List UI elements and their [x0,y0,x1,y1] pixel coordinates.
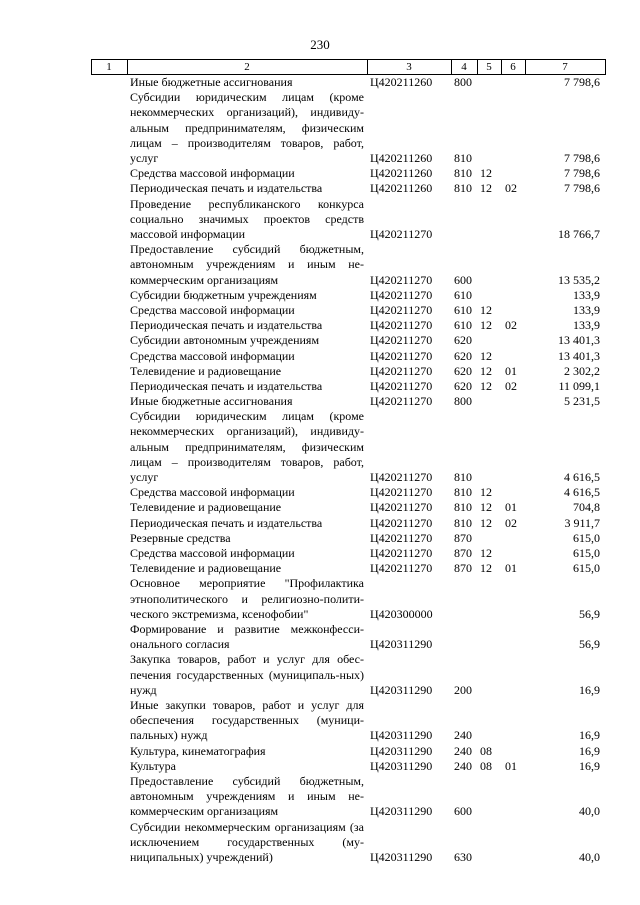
row-code: Ц420211260 [370,151,433,165]
row-pr: 01 [505,561,517,576]
table-row [91,242,606,288]
row-name: Телевидение и радиовещание [130,561,282,576]
row-vr: 810 [454,470,472,485]
header-col-6: 6 [510,61,516,73]
row-sum: 615,0 [573,546,600,560]
row-pr: 02 [505,181,517,196]
table-row [91,622,606,652]
row-code: Ц420211270 [370,485,433,500]
row-code: Ц420211270 [370,500,433,515]
table-row [91,576,606,622]
row-sum: 11 099,1 [558,378,600,393]
row-pr: 01 [505,758,517,773]
row-rz: 12 [480,546,492,560]
row-vr: 240 [454,728,472,743]
header-col-1: 1 [106,61,112,73]
row-code: Ц420211270 [370,515,433,530]
row-sum: 3 911,7 [564,515,600,530]
row-code: Ц420311290 [370,758,433,773]
row-rz: 12 [480,561,492,576]
row-sum: 7 798,6 [564,151,600,165]
row-code: Ц420311290 [370,849,433,864]
table-row [91,318,606,333]
row-vr: 630 [454,849,472,864]
row-rz: 12 [480,166,492,181]
row-name: Формирование и развитие межконфесси-онального согласия [130,621,364,652]
row-vr: 810 [454,166,472,181]
row-vr: 600 [454,804,472,819]
table-row [91,698,606,744]
table-row [91,364,606,379]
row-sum: 56,9 [579,637,600,652]
row-name: Субсидии некоммерческим организациям (за исключением государственных (му-ниципальных) учреждений) [130,819,364,864]
row-code: Ц420211270 [370,530,433,545]
row-sum: 615,0 [573,561,600,576]
row-vr: 240 [454,758,472,773]
table-row [91,744,606,759]
row-name: Периодическая печать и издательства [130,181,323,196]
row-vr: 600 [454,272,472,287]
row-sum: 56,9 [579,606,600,621]
row-code: Ц420211270 [370,318,433,333]
row-sum: 5 231,5 [564,394,600,409]
table-row [91,759,606,774]
row-sum: 7 798,6 [564,75,600,89]
row-name: Субсидии бюджетным учреждениям [130,287,317,302]
row-vr: 200 [454,682,472,697]
row-code: Ц420211270 [370,470,433,485]
row-sum: 2 302,2 [564,363,600,378]
row-sum: 4 616,5 [564,470,600,485]
row-code: Ц420211270 [370,348,433,363]
row-rz: 12 [480,348,492,363]
row-name: Средства массовой информации [130,166,295,181]
row-vr: 800 [454,394,472,409]
row-name: Закупка товаров, работ и услуг для обес-печения государственных (муниципаль-ных) нужд [130,652,364,697]
row-name: Культура, кинематография [130,743,266,758]
row-code: Ц420311290 [370,728,433,743]
row-rz: 12 [480,318,492,333]
row-sum: 615,0 [573,530,600,545]
row-pr: 01 [505,363,517,378]
row-pr: 01 [505,500,517,515]
table-row [91,546,606,561]
row-rz: 12 [480,515,492,530]
header-col-3: 3 [406,61,412,73]
table-row [91,652,606,698]
row-name: Средства массовой информации [130,348,295,363]
row-name: Резервные средства [130,530,231,545]
table-row [91,90,606,166]
table-row [91,531,606,546]
row-sum: 18 766,7 [558,226,600,241]
row-rz: 12 [480,500,492,515]
table-row [91,485,606,500]
table-row [91,409,606,485]
row-code: Ц420211270 [370,302,433,317]
table-row [91,181,606,196]
row-rz: 08 [480,743,492,758]
row-name: Субсидии юридическим лицам (кроме некоммерческих организаций), индивиду-альным предпринимателям, физическим лицам – производителям товаров, работ, услуг [130,90,364,165]
row-name: Проведение республиканского конкурса социально значимых проектов средств массовой информации [130,196,364,241]
table-row [91,349,606,364]
row-name: Культура [130,758,176,773]
row-vr: 620 [454,348,472,363]
table-row [91,394,606,409]
header-col-7: 7 [562,61,568,73]
row-vr: 620 [454,363,472,378]
row-sum: 4 616,5 [564,485,600,500]
table-row [91,303,606,318]
header-col-5: 5 [486,61,492,73]
row-code: Ц420211270 [370,333,433,348]
row-name: Средства массовой информации [130,485,295,500]
table-row [91,197,606,243]
row-sum: 7 798,6 [564,166,600,181]
row-name: Периодическая печать и издательства [130,515,323,530]
row-name: Периодическая печать и издательства [130,378,323,393]
row-sum: 40,0 [579,849,600,864]
row-code: Ц420311290 [370,804,433,819]
table-row [91,820,606,866]
row-sum: 133,9 [573,318,600,333]
table-row [91,774,606,820]
row-rz: 12 [480,485,492,500]
row-sum: 13 401,3 [558,348,600,363]
row-pr: 02 [505,378,517,393]
row-sum: 13 535,2 [558,272,600,287]
row-vr: 800 [454,75,472,89]
row-name: Субсидии юридическим лицам (кроме некоммерческих организаций), индивиду-альным предпринимателям, физическим лицам – производителям товаров, работ, услуг [130,409,364,485]
table-row [91,333,606,348]
row-vr: 610 [454,287,472,302]
row-name: Основное мероприятие "Профилактика этнополитического и религиозно-полити-ческого экстремизма, ксенофобии" [130,576,364,621]
row-sum: 13 401,3 [558,333,600,348]
row-vr: 870 [454,561,472,576]
row-pr: 02 [505,318,517,333]
row-vr: 810 [454,485,472,500]
row-name: Средства массовой информации [130,546,295,560]
row-sum: 16,9 [579,682,600,697]
row-vr: 810 [454,500,472,515]
row-name: Предоставление субсидий бюджетным, автономным учреждениям и иным не-коммерческим организациям [130,242,364,287]
row-rz: 12 [480,302,492,317]
table-row [91,166,606,181]
row-code: Ц420211270 [370,394,433,409]
row-code: Ц420311290 [370,637,433,652]
row-name: Телевидение и радиовещание [130,363,282,378]
table-row [91,379,606,394]
table-row [91,288,606,303]
row-name: Субсидии автономным учреждениям [130,333,320,348]
row-name: Периодическая печать и издательства [130,318,323,333]
row-vr: 620 [454,378,472,393]
row-code: Ц420300000 [370,606,433,621]
row-pr: 02 [505,515,517,530]
header-col-2: 2 [244,61,250,73]
row-name: Предоставление субсидий бюджетным, автономным учреждениям и иным не-коммерческим организациям [130,773,364,819]
row-vr: 810 [454,151,472,165]
row-rz: 12 [480,181,492,196]
row-vr: 870 [454,546,472,560]
row-vr: 240 [454,743,472,758]
header-col-4: 4 [461,61,467,73]
page-number: 230 [310,37,330,52]
row-vr: 870 [454,530,472,545]
table-row [91,561,606,576]
row-vr: 810 [454,515,472,530]
row-sum: 16,9 [579,728,600,743]
row-code: Ц420311290 [370,743,433,758]
row-sum: 133,9 [573,302,600,317]
row-sum: 16,9 [579,743,600,758]
table-row [91,75,606,90]
row-code: Ц420211270 [370,363,433,378]
row-code: Ц420311290 [370,682,433,697]
row-rz: 12 [480,378,492,393]
row-code: Ц420211260 [370,166,433,181]
row-code: Ц420211270 [370,287,433,302]
budget-table [91,59,606,865]
table-header [91,59,606,75]
row-code: Ц420211270 [370,272,433,287]
row-rz: 08 [480,758,492,773]
row-sum: 704,8 [573,500,600,515]
row-vr: 610 [454,318,472,333]
row-vr: 620 [454,333,472,348]
row-sum: 7 798,6 [564,181,600,196]
row-code: Ц420211260 [370,75,433,89]
row-rz: 12 [480,363,492,378]
table-row [91,516,606,531]
row-sum: 40,0 [579,804,600,819]
row-code: Ц420211270 [370,378,433,393]
table-body [91,75,606,865]
row-name: Иные закупки товаров, работ и услуг для обеспечения государственных (муници-пальных) нужд [130,697,364,743]
row-name: Средства массовой информации [130,302,295,317]
row-name: Телевидение и радиовещание [130,500,282,515]
row-vr: 810 [454,181,472,196]
row-sum: 16,9 [579,758,600,773]
row-sum: 133,9 [573,287,600,302]
row-code: Ц420211270 [370,561,433,576]
row-code: Ц420211260 [370,181,433,196]
row-vr: 610 [454,302,472,317]
row-name: Иные бюджетные ассигнования [130,75,293,89]
row-code: Ц420211270 [370,546,433,560]
table-row [91,500,606,515]
row-name: Иные бюджетные ассигнования [130,394,293,409]
row-code: Ц420211270 [370,226,433,241]
